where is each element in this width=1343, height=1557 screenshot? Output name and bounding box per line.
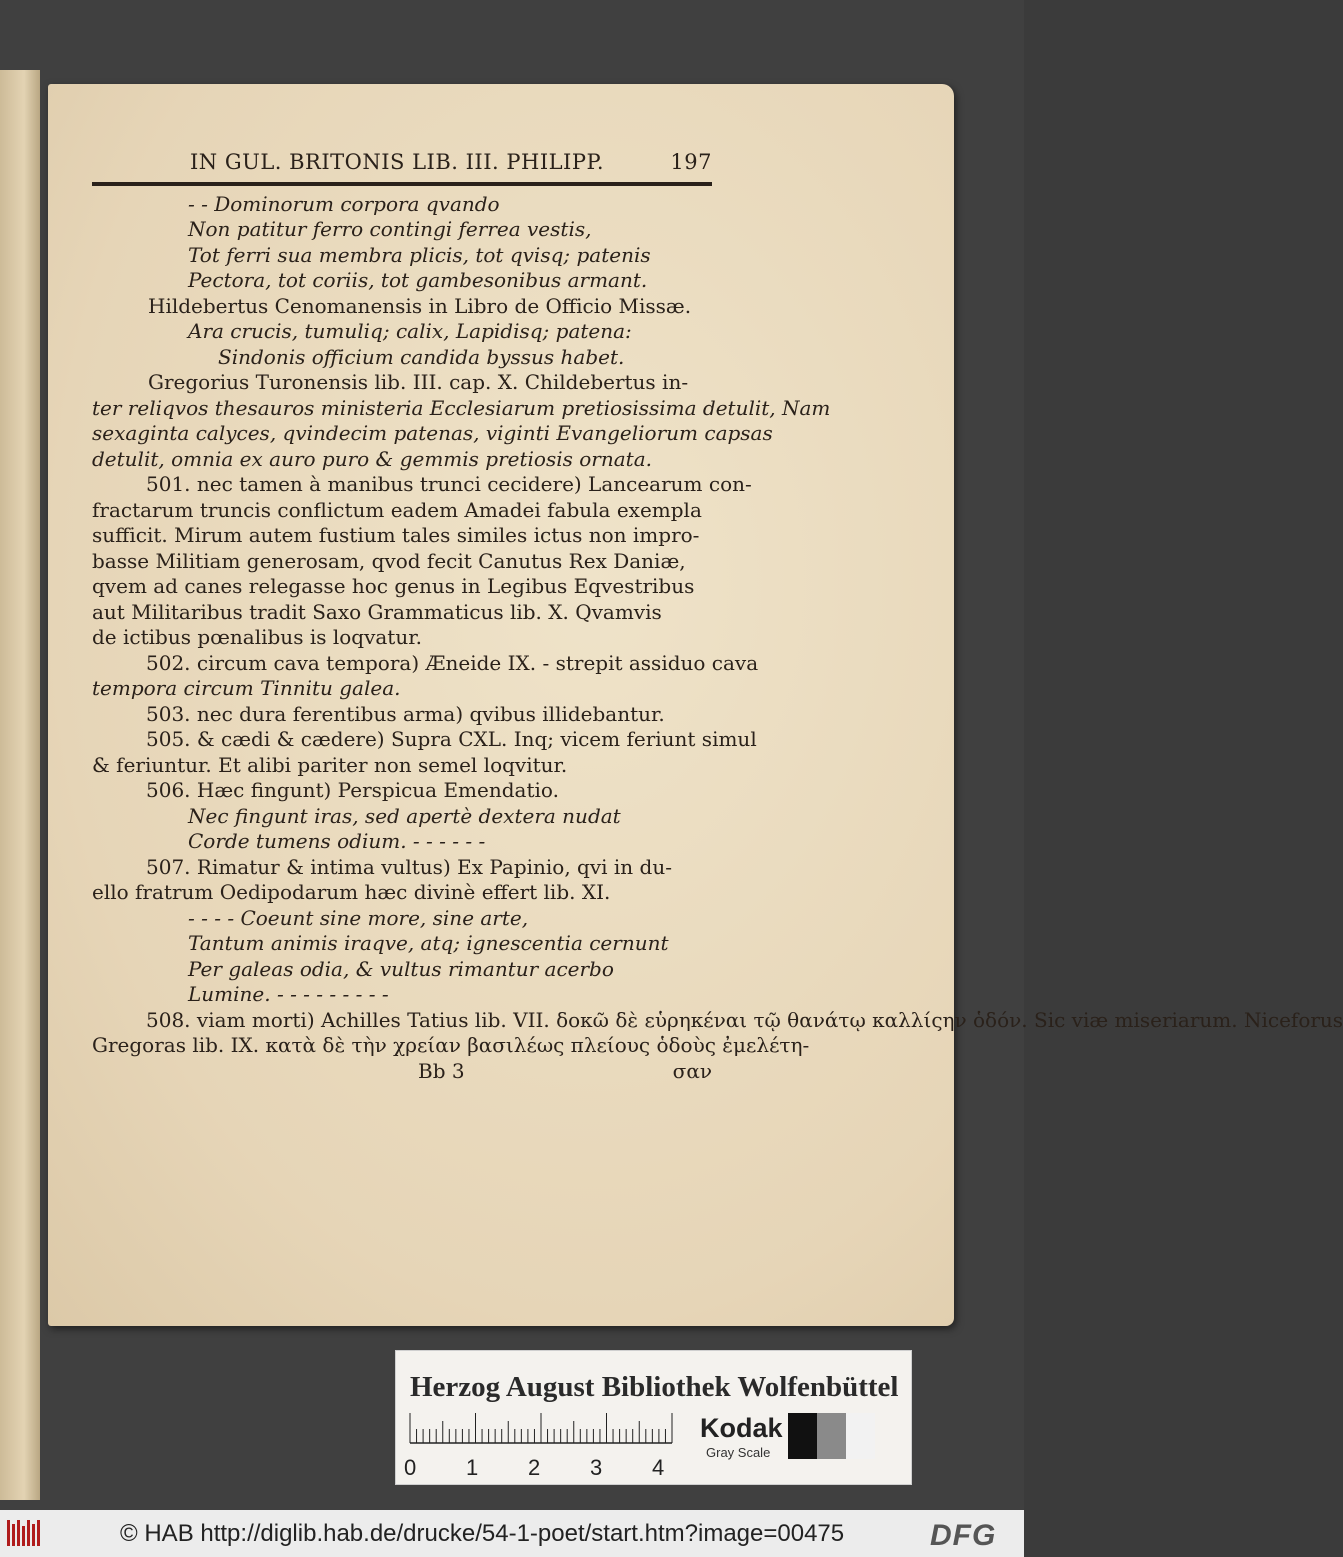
dfg-logo[interactable]: DFG — [930, 1519, 997, 1552]
text-line: aut Militaribus tradit Saxo Grammaticus lib. X. Qvamvis — [92, 599, 662, 624]
institution-name: Herzog August Bibliothek Wolfenbüttel — [410, 1371, 899, 1403]
text-line: sufficit. Mirum autem fustium tales similes ictus non impro- — [92, 523, 700, 547]
ruler-numbers — [404, 1455, 684, 1480]
viewer-footer — [0, 1510, 1024, 1557]
ruler-number: 0 — [404, 1455, 417, 1480]
text-line: tempora circum Tinnitu galea. — [92, 676, 401, 700]
text-line: Gregorius Turonensis lib. III. cap. X. Childebertus in- — [148, 370, 689, 394]
text-line: - - - - Coeunt sine more, sine arte, — [188, 905, 529, 930]
text-line: Lumine. - - - - - - - - - — [188, 982, 389, 1006]
text-line: Per galeas odia, & vultus rimantur acerbo — [188, 956, 614, 981]
text-line: basse Militiam generosam, qvod fecit Canutus Rex Daniæ, — [92, 548, 686, 573]
text-line: Ara crucis, tumuliq; calix, Lapidisq; patena: — [188, 319, 632, 343]
text-line: - - Dominorum corpora qvando — [188, 191, 500, 216]
text-line: de ictibus pœnalibus is loqvatur. — [92, 625, 422, 649]
text-line: Tot ferri sua membra plicis, tot qvisq; patenis — [188, 242, 651, 267]
text-line: qvem ad canes relegasse hoc genus in Legibus Eqvestribus — [92, 574, 695, 598]
text-line: Gregoras lib. IX. κατὰ δὲ τὴν χρείαν βασιλέως πλείους ὁδοὺς ἐμελέτη- — [92, 1033, 810, 1057]
hab-logo-icon[interactable] — [6, 1518, 42, 1548]
text-line: Pectora, tot coriis, tot gambesonibus armant. — [188, 268, 648, 292]
catchword: σαν — [672, 1058, 712, 1083]
text-line: Corde tumens odium. - - - - - - — [188, 829, 486, 853]
text-line: 503. nec dura ferentibus arma) qvibus illidebantur. — [146, 701, 665, 726]
signature-line — [92, 1059, 712, 1085]
text-line: 505. & cædi & cædere) Supra CXL. Inq; vicem feriunt simul — [146, 727, 757, 751]
text-line: 506. Hæc fingunt) Perspicua Emendatio. — [146, 778, 559, 802]
header-rule — [92, 182, 712, 186]
text-line: 507. Rimatur & intima vultus) Ex Papinio, qvi in du- — [146, 854, 672, 879]
text-line: 502. circum cava tempora) Æneide IX. - strepit assiduo cava — [146, 650, 759, 675]
text-line: sexaginta calyces, qvindecim patenas, viginti Evangeliorum capsas — [92, 421, 773, 445]
text-line: ter reliqvos thesauros ministeria Ecclesiarum pretiosissima detulit, Nam — [92, 395, 831, 420]
text-line: Nec fingunt iras, sed apertè dextera nudat — [188, 803, 621, 828]
kodak-brand: Kodak — [700, 1413, 783, 1443]
copyright-url-link[interactable]: © HAB http://diglib.hab.de/drucke/54-1-poet/start.htm?image=00475 — [120, 1520, 845, 1547]
swatch-white — [846, 1413, 875, 1459]
signature-mark: Bb 3 — [418, 1058, 465, 1083]
ruler-number: 4 — [652, 1455, 665, 1480]
text-line: Hildebertus Cenomanensis in Libro de Officio Missæ. — [148, 293, 692, 318]
gray-swatches — [788, 1413, 875, 1459]
text-line: ello fratrum Oedipodarum hæc divinè effert lib. XI. — [92, 880, 611, 904]
ruler-number: 3 — [590, 1455, 603, 1480]
text-line: & feriuntur. Et alibi pariter non semel loqvitur. — [92, 752, 568, 777]
swatch-black — [788, 1413, 817, 1459]
text-line: fractarum truncis conflictum eadem Amadei fabula exempla — [92, 497, 702, 522]
running-head-title: IN GUL. BRITONIS LIB. III. PHILIPP. — [190, 150, 605, 174]
color-target-card — [395, 1350, 912, 1485]
gray-scale-label: Gray Scale — [706, 1445, 771, 1460]
page-text-block — [92, 150, 1343, 1084]
page-number: 197 — [670, 150, 712, 174]
text-line: 508. viam morti) Achilles Tatius lib. VII. δοκῶ δὲ εὑρηκέναι τῷ θανάτῳ καλλίςην ὁδόν. Sic viæ miseriarum. Niceforus — [146, 1007, 1343, 1032]
ruler-number: 2 — [528, 1455, 541, 1480]
swatch-gray — [817, 1413, 846, 1459]
text-line: Tantum animis iraqve, atq; ignescentia cernunt — [188, 931, 669, 955]
facing-page-edge — [0, 70, 40, 1500]
ruler-scale — [410, 1411, 672, 1445]
text-line: Sindonis officium candida byssus habet. — [218, 344, 625, 369]
ruler-number: 1 — [466, 1455, 479, 1480]
text-line: 501. nec tamen à manibus trunci cecidere) Lancearum con- — [146, 472, 752, 496]
running-head — [92, 150, 712, 182]
text-line: detulit, omnia ex auro puro & gemmis pretiosis ornata. — [92, 446, 652, 471]
text-line: Non patitur ferro contingi ferrea vestis, — [188, 217, 592, 241]
